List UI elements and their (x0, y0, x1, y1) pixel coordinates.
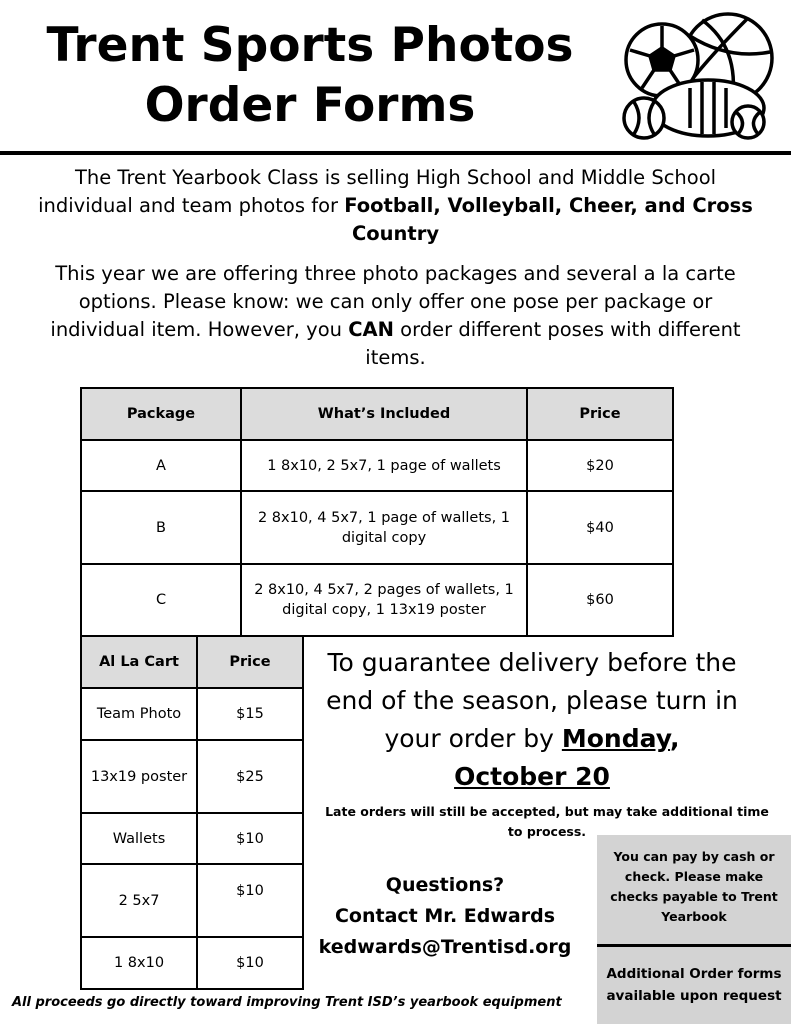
column-header-item: Al La Cart (81, 636, 197, 688)
item-price: $15 (197, 688, 303, 740)
header-divider (0, 151, 791, 155)
contact-block (310, 870, 580, 963)
package-name: B (81, 491, 241, 564)
package-name: A (81, 440, 241, 491)
sports-balls-icon (620, 8, 780, 140)
item-name: Wallets (81, 813, 197, 864)
column-header-included: What’s Included (241, 388, 527, 440)
deadline-text: To guarantee delivery before the end of the season, please turn in your order by (326, 648, 738, 753)
table-row (81, 491, 673, 564)
column-header-price: Price (197, 636, 303, 688)
table-row (81, 740, 303, 813)
intro-text: The Trent Yearbook Class is selling High School and Middle School individual and team photos for (38, 166, 717, 217)
package-price: $20 (527, 440, 673, 491)
item-name: 1 8x10 (81, 937, 197, 989)
package-price: $40 (527, 491, 673, 564)
package-contents: 2 8x10, 4 5x7, 2 pages of wallets, 1 digital copy, 1 13x19 poster (241, 564, 527, 636)
item-price: $10 (197, 864, 303, 937)
intro2-text-before: This year we are offering three photo packages and several a la carte options. Please know: we can only offer one pose per package or individual item. However, you (50, 262, 736, 341)
title-line-1: Trent Sports Photos (46, 18, 574, 73)
table-row (81, 564, 673, 636)
deadline-comma: , (670, 724, 680, 753)
item-price: $25 (197, 740, 303, 813)
payment-note: You can pay by cash or check. Please make checks payable to Trent Yearbook (610, 849, 778, 924)
item-price: $10 (197, 937, 303, 989)
package-name: C (81, 564, 241, 636)
deadline-date: October 20 (454, 762, 610, 791)
intro-paragraph-2 (30, 260, 761, 372)
payment-info-box (597, 835, 791, 1024)
contact-name: Contact Mr. Edwards (334, 905, 556, 927)
item-name: Team Photo (81, 688, 197, 740)
package-table (80, 387, 674, 637)
item-name: 13x19 poster (81, 740, 197, 813)
table-row (81, 864, 303, 937)
intro2-emphasis: CAN (348, 318, 394, 341)
package-header-row (81, 388, 673, 440)
alacarte-header-row (81, 636, 303, 688)
package-contents: 1 8x10, 2 5x7, 1 page of wallets (241, 440, 527, 491)
column-header-package: Package (81, 388, 241, 440)
additional-forms-note: Additional Order forms available upon request (606, 966, 782, 1004)
footer-note: All proceeds go directly toward improving Trent ISD’s yearbook equipment (12, 995, 562, 1010)
table-row (81, 937, 303, 989)
intro-paragraph-1 (30, 164, 761, 248)
contact-email: kedwards@Trentisd.org (318, 936, 572, 958)
deadline-notice (318, 644, 746, 796)
title-line-2: Order Forms (144, 78, 476, 133)
alacarte-table (80, 635, 304, 990)
table-row (81, 688, 303, 740)
questions-heading: Questions? (385, 874, 505, 896)
column-header-price: Price (527, 388, 673, 440)
deadline-day: Monday (561, 724, 671, 753)
intro-sports-list: Football, Volleyball, Cheer, and Cross Country (344, 194, 753, 245)
package-contents: 2 8x10, 4 5x7, 1 page of wallets, 1 digital copy (241, 491, 527, 564)
payment-box-divider (597, 944, 791, 947)
table-row (81, 813, 303, 864)
item-name: 2 5x7 (81, 864, 197, 937)
package-price: $60 (527, 564, 673, 636)
intro2-text-after: order different poses with different items. (365, 318, 741, 369)
item-price: $10 (197, 813, 303, 864)
late-orders-note: Late orders will still be accepted, but may take additional time to process. (325, 804, 769, 839)
table-row (81, 440, 673, 491)
page-title (10, 16, 610, 136)
